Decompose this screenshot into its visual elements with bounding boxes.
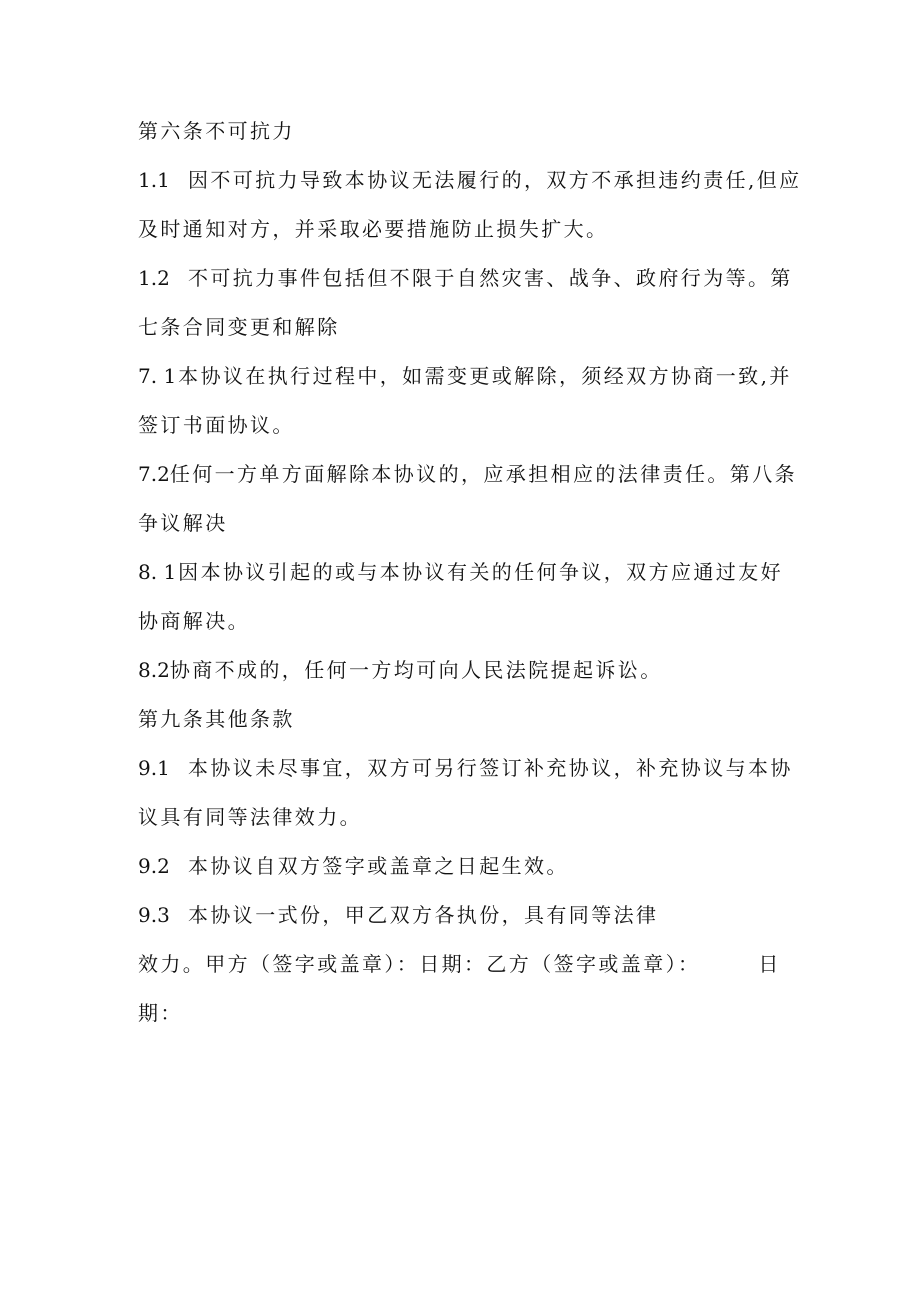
- clause-9-2: [138, 852, 788, 880]
- line-text: 协商不成的，任何一方均可向人民法院提起诉讼。: [169, 658, 663, 682]
- clause-7-1: [138, 362, 792, 390]
- line-text: 期：: [138, 1001, 183, 1025]
- line-text: 议具有同等法律效力。: [138, 805, 362, 829]
- clause-9-1-continued: [138, 803, 788, 831]
- line-text: 本协议一式份，甲乙双方各执份，具有同等法律: [188, 903, 659, 927]
- clause-1-2: [138, 264, 793, 292]
- date-label-tail: 日: [758, 952, 781, 976]
- signature-line: [138, 950, 788, 978]
- clause-number: 8.2: [138, 658, 170, 682]
- line-text: 效力。甲方（签字或盖章）：日期：乙方（签字或盖章）：: [138, 952, 701, 976]
- clause-7-1-continued: [138, 411, 788, 439]
- line-text: 本协议自双方签字或盖章之日起生效。: [188, 854, 569, 878]
- clause-8-1: [138, 558, 788, 586]
- line-text: 及时通知对方，并采取必要措施防止损失扩大。: [138, 217, 609, 241]
- line-text: 协商解决。: [138, 609, 250, 633]
- line-text: 因本协议引起的或与本协议有关的任何争议，双方应通过友好: [178, 560, 783, 584]
- heading-article-8: [138, 509, 788, 537]
- line-text: 本协议在执行过程中，如需变更或解除，须经双方协商一致,并: [178, 364, 792, 388]
- clause-number: 9.1: [138, 756, 170, 780]
- line-text: 签订书面协议。: [138, 413, 295, 437]
- clause-number: 9.3: [138, 903, 170, 927]
- heading-article-7: [138, 313, 788, 341]
- clause-8-2: [138, 656, 788, 684]
- clause-9-1: [138, 754, 793, 782]
- clause-number: 7.2: [138, 462, 170, 486]
- clause-1-1: [138, 166, 802, 194]
- line-text: 争议解决: [138, 511, 228, 535]
- clause-number: 1.2: [138, 266, 170, 290]
- line-text: 第九条其他条款: [138, 707, 295, 731]
- heading-article-9: [138, 705, 788, 733]
- line-text: 第六条不可抗力: [138, 119, 295, 143]
- clause-number: 7. 1: [138, 364, 177, 388]
- clause-9-3: [138, 901, 788, 929]
- line-text: 不可抗力事件包括但不限于自然灾害、战争、政府行为等。第: [188, 266, 793, 290]
- clause-number: 8. 1: [138, 560, 177, 584]
- line-text: 七条合同变更和解除: [138, 315, 340, 339]
- clause-8-1-continued: [138, 607, 788, 635]
- line-text: 因不可抗力导致本协议无法履行的，双方不承担违约责任,但应: [188, 168, 802, 192]
- clause-number: 1.1: [138, 168, 170, 192]
- heading-article-6: [138, 117, 788, 145]
- clause-number: 9.2: [138, 854, 170, 878]
- line-text: 本协议未尽事宜，双方可另行签订补充协议，补充协议与本协: [188, 756, 793, 780]
- clause-7-2: [138, 460, 798, 488]
- clause-1-1-continued: [138, 215, 788, 243]
- line-text: 任何一方单方面解除本协议的，应承担相应的法律责任。第八条: [169, 462, 798, 486]
- signature-line-continued: [138, 999, 788, 1027]
